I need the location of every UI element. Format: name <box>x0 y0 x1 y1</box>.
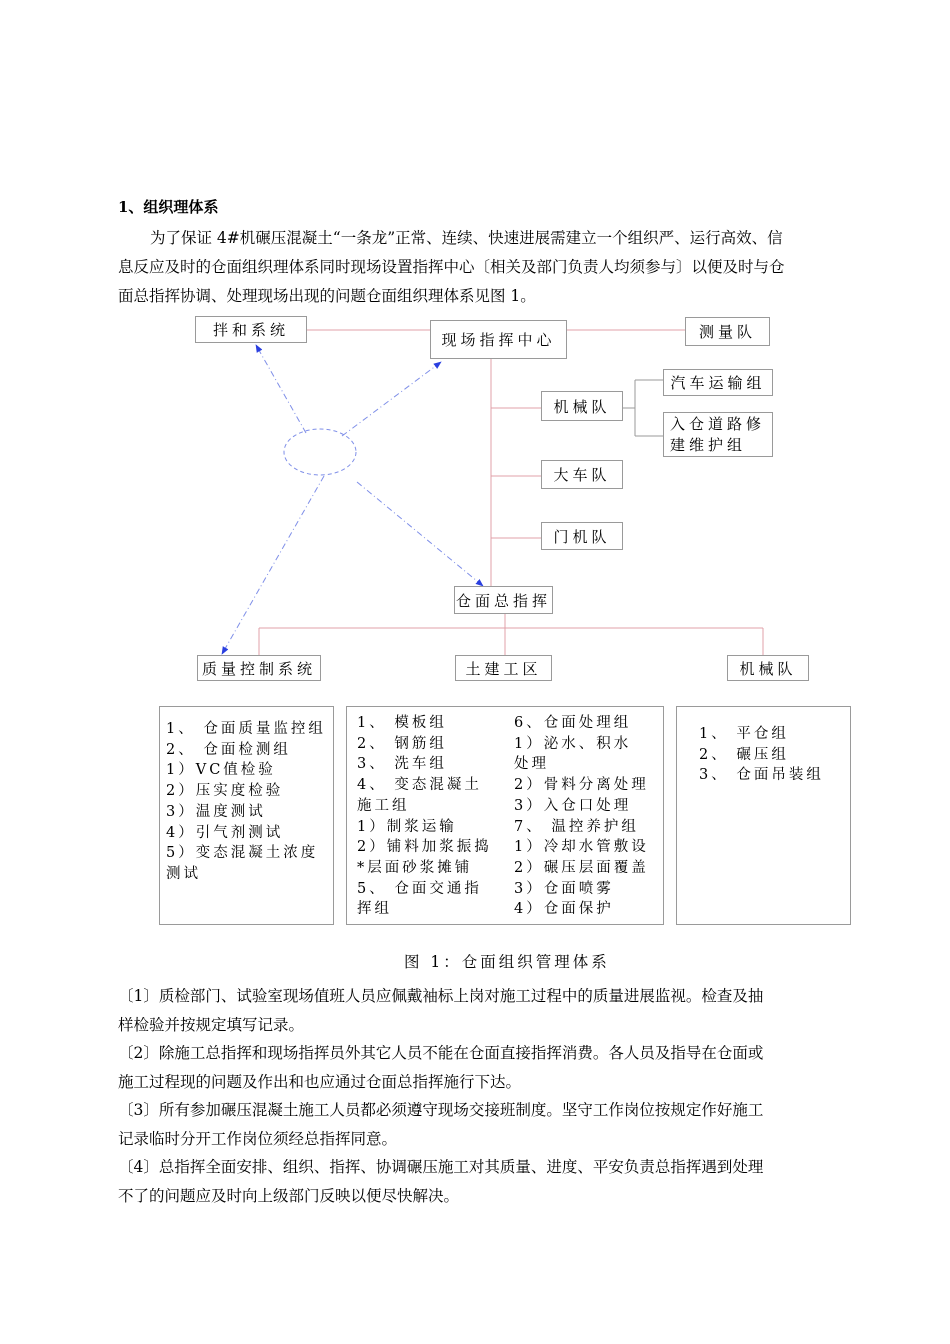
machinery-list <box>676 706 851 925</box>
node-machinery-team: 机械队 <box>541 391 623 421</box>
section-heading: 1、组织理体系 <box>118 198 219 216</box>
paragraph-line: 〔3〕所有参加碾压混凝土施工人员都必须遵守现场交接班制度。坚守工作岗位按规定作好施工 <box>118 1101 764 1119</box>
list-item: 7、 温控养护组 <box>514 818 639 835</box>
list-item: 2）铺料加浆振捣 <box>357 839 492 856</box>
node-site-command-center: 现场指挥中心 <box>430 320 567 359</box>
paragraph-line: 施工过程现的问题及作出和也应通过仓面总指挥施行下达。 <box>118 1073 522 1091</box>
list-item: *层面砂浆摊铺 <box>357 859 473 876</box>
list-item: 2、 碾压组 <box>699 746 789 763</box>
list-item: 3）温度测试 <box>166 803 266 820</box>
paragraph-line: 记录临时分开工作岗位须经总指挥同意。 <box>118 1130 398 1148</box>
list-item: 处理 <box>514 756 549 773</box>
paragraph-2 <box>118 1039 842 1097</box>
list-item: 1、 平仓组 <box>699 726 789 742</box>
intro-line: 息反应及时的仓面组织理体系同时现场设置指挥中心〔相关及部门负责人均须参与〕以便及时与仓 <box>118 258 785 276</box>
list-item: 3）入仓口处理 <box>514 797 632 814</box>
list-item: 2、 仓面检测组 <box>166 741 291 758</box>
list-item: 测试 <box>166 865 201 882</box>
list-item: 6、仓面处理组 <box>514 715 632 731</box>
node-survey-team: 测量队 <box>685 317 770 346</box>
list-item: 4）仓面保护 <box>514 901 614 918</box>
list-item: 2）碾压层面覆盖 <box>514 859 649 876</box>
list-item: 1、 仓面质量监控组 <box>166 721 326 737</box>
paragraph-1 <box>118 982 842 1040</box>
paragraph-4 <box>118 1153 842 1211</box>
node-road-maintenance-group <box>663 412 773 457</box>
paragraph-line: 样检验并按规定填写记录。 <box>118 1016 305 1034</box>
list-item: 3）仓面喷雾 <box>514 880 614 897</box>
paragraph-line: 〔4〕总指挥全面安排、组织、指挥、协调碾压施工对其质量、进度、平安负责总指挥遇到处理 <box>118 1158 764 1176</box>
node-chief-commander: 仓面总指挥 <box>454 586 553 614</box>
list-item: 2、 钢筋组 <box>357 735 447 752</box>
arrow-to-center <box>342 362 441 436</box>
intro-line: 为了保证 4#机碾压混凝土“一条龙”正常、连续、快速进展需建立一个组织严、运行高效、信 <box>150 229 783 247</box>
node-truck-transport-group: 汽车运输组 <box>663 369 773 396</box>
node-machinery-dept: 机械队 <box>727 655 809 681</box>
paragraph-3 <box>118 1096 842 1154</box>
list-item: 1）冷却水管敷设 <box>514 839 649 856</box>
node-civil-works: 土建工区 <box>455 655 552 681</box>
node-gantry-team: 门机队 <box>541 522 623 550</box>
list-item: 挥组 <box>357 901 392 918</box>
civil-list-right <box>514 713 649 920</box>
list-item: 1）泌水、积水 <box>514 735 632 752</box>
list-item: 1）VC值检验 <box>166 762 276 779</box>
paragraph-line: 不了的问题应及时向上级部门反映以便尽快解决。 <box>118 1187 460 1205</box>
paragraph-line: 〔1〕质检部门、试验室现场值班人员应佩戴袖标上岗对施工过程中的质量进展监视。检查及抽 <box>118 987 764 1005</box>
civil-list <box>346 706 664 925</box>
list-item: 4）引气剂测试 <box>166 824 284 841</box>
coordination-ellipse <box>284 429 356 475</box>
quality-list <box>159 706 334 925</box>
list-item: 2）骨料分离处理 <box>514 777 649 794</box>
node-quality-control: 质量控制系统 <box>197 655 321 681</box>
list-item: 1）制浆运输 <box>357 818 457 835</box>
list-item: 施工组 <box>357 797 410 814</box>
arrow-to-mixing <box>256 345 306 433</box>
road-group-line: 建维护组 <box>670 435 747 454</box>
list-item: 3、 洗车组 <box>357 756 447 773</box>
arrow-to-chief <box>357 482 483 586</box>
list-item: 4、 变态混凝土 <box>357 777 482 794</box>
figure-caption: 图 1：仓面组织管理体系 <box>404 953 610 971</box>
list-item: 3、 仓面吊装组 <box>699 767 824 784</box>
civil-list-left <box>357 713 492 920</box>
list-item: 2）压实度检验 <box>166 783 284 800</box>
list-item: 5）变态混凝土浓度 <box>166 845 319 862</box>
list-item: 5、 仓面交通指 <box>357 880 482 897</box>
arrow-to-quality <box>222 476 324 654</box>
paragraph-line: 〔2〕除施工总指挥和现场指挥员外其它人员不能在仓面直接指挥消费。各人员及指导在仓面或 <box>118 1044 764 1062</box>
node-cart-team: 大车队 <box>541 460 623 489</box>
node-mixing-system: 拌和系统 <box>195 316 307 343</box>
road-group-line: 入仓道路修 <box>670 414 766 433</box>
list-item: 1、 模板组 <box>357 715 447 731</box>
intro-line: 面总指挥协调、处理现场出现的问题仓面组织理体系见图 1。 <box>118 287 536 305</box>
